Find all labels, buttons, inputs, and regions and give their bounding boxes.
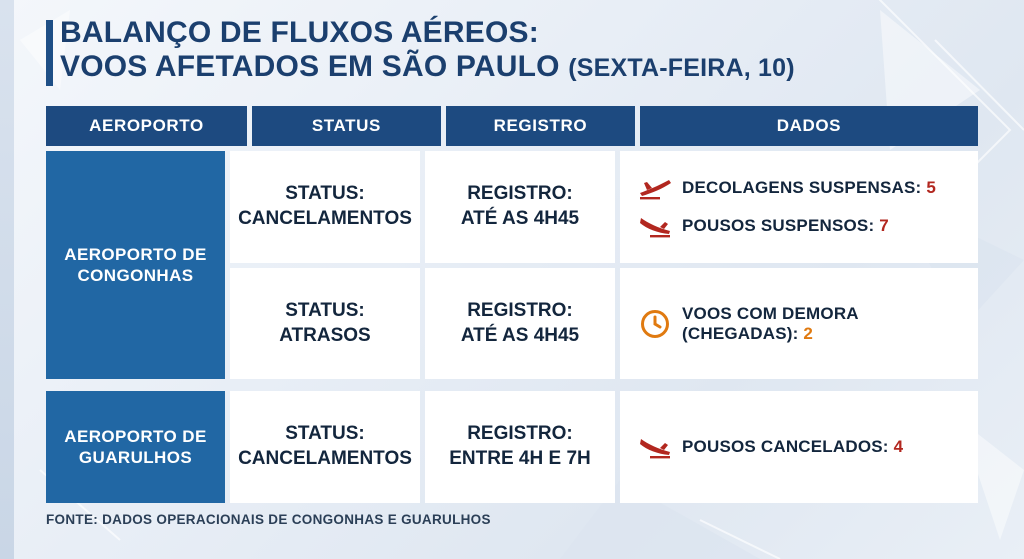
status-label: STATUS: (285, 183, 365, 205)
airport-cell-guarulhos: AEROPORTO DE GUARULHOS (46, 391, 225, 503)
facts-list (638, 435, 903, 459)
registro-label: REGISTRO: (467, 183, 573, 205)
airplane-landing-icon (638, 214, 672, 238)
guarulhos-rows (230, 391, 978, 503)
airplane-landing-icon (638, 435, 672, 459)
fact-label: DECOLAGENS SUSPENSAS: (682, 178, 927, 198)
table-row (230, 268, 978, 379)
airport-cell-congonhas: AEROPORTO DE CONGONHAS (46, 151, 225, 379)
airplane-takeoff-icon (638, 176, 672, 200)
fact-text (682, 304, 978, 343)
facts-list (638, 176, 936, 238)
registro-value: ENTRE 4H E 7H (449, 448, 591, 469)
group-divider (46, 379, 978, 391)
fact-value: 5 (926, 178, 936, 198)
fact-value: 4 (893, 437, 904, 457)
fact-text (682, 216, 889, 236)
source-note: FONTE: DADOS OPERACIONAIS DE CONGONHAS E GUARULHOS (46, 512, 491, 527)
fact-voos-com-demora (638, 304, 978, 343)
congonhas-rows (230, 151, 978, 379)
page-title (46, 16, 795, 84)
cell-registro-entre-4h-7h (425, 391, 615, 503)
column-header-registro: REGISTRO (446, 106, 635, 146)
title-line-2 (60, 50, 795, 84)
cell-dados-demora (620, 268, 978, 379)
table-group-guarulhos (46, 391, 978, 503)
table-row (230, 391, 978, 503)
table-row (230, 151, 978, 263)
title-line-2-main: VOOS AFETADOS EM SÃO PAULO (60, 50, 569, 84)
fact-pousos-cancelados (638, 435, 903, 459)
registro-value: ATÉ AS 4H45 (460, 208, 580, 229)
cell-dados-pousos-cancelados (620, 391, 978, 503)
facts-list (638, 304, 978, 343)
fact-value: 2 (803, 323, 814, 343)
column-header-dados: DADOS (640, 106, 978, 146)
fact-label: VOOS COM DEMORA (CHEGADAS): (682, 303, 859, 343)
status-value: CANCELAMENTOS (238, 208, 412, 229)
fact-text (682, 437, 903, 457)
status-value: ATRASOS (279, 324, 371, 346)
fact-pousos-suspensos (638, 214, 936, 238)
table-body (46, 151, 978, 503)
cell-status-cancelamentos (230, 151, 420, 263)
table-group-congonhas (46, 151, 978, 379)
fact-label: POUSOS CANCELADOS: (682, 437, 894, 457)
fact-decolagens-suspensas (638, 176, 936, 200)
cell-status-cancelamentos-gru (230, 391, 420, 503)
status-label: STATUS: (285, 423, 365, 445)
column-header-status: STATUS (252, 106, 441, 146)
fact-text (682, 178, 936, 198)
cell-dados-suspensos (620, 151, 978, 263)
registro-label: REGISTRO: (467, 299, 573, 321)
cell-registro-ate-4h45 (425, 151, 615, 263)
table-header-row (46, 106, 978, 146)
left-edge-bar (0, 0, 14, 559)
fact-label: POUSOS SUSPENSOS: (682, 216, 880, 236)
status-label: STATUS: (285, 299, 365, 321)
cell-registro-ate-4h45-atrasos (425, 268, 615, 379)
title-line-1: BALANÇO DE FLUXOS AÉREOS: (60, 16, 539, 49)
flights-table (46, 106, 978, 503)
status-value: CANCELAMENTOS (238, 448, 412, 469)
cell-status-atrasos (230, 268, 420, 379)
clock-icon (638, 309, 672, 339)
title-line-2-note: (SEXTA-FEIRA, 10) (568, 54, 795, 83)
column-header-aeroporto: AEROPORTO (46, 106, 247, 146)
registro-label: REGISTRO: (467, 423, 573, 445)
fact-value: 7 (879, 216, 889, 236)
title-accent-bar (46, 20, 53, 86)
registro-value: ATÉ AS 4H45 (460, 324, 580, 346)
